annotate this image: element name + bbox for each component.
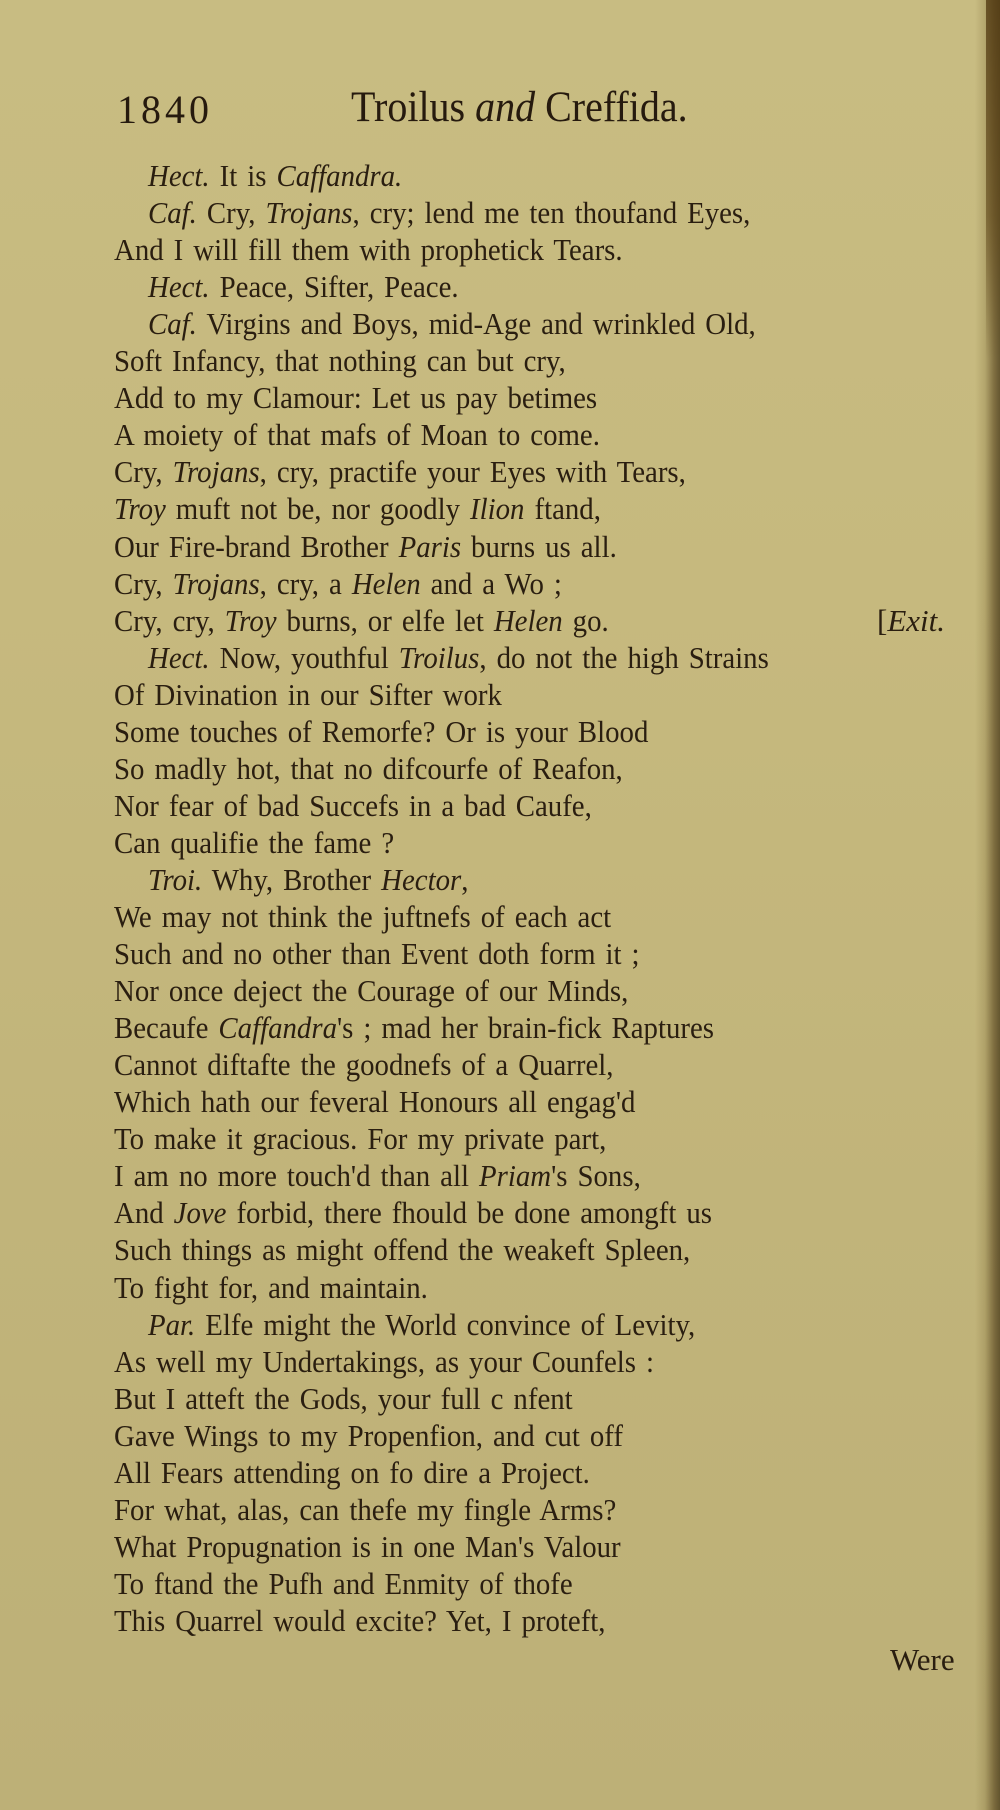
roman-text: , cry; lend me ten thoufand Eyes,: [352, 195, 751, 231]
roman-text: Add to my Clamour: Let us pay betimes: [114, 380, 598, 416]
roman-text: So madly hot, that no difcourfe of Reafon,: [114, 750, 623, 786]
roman-text: This Quarrel would excite? Yet, I proteft,: [114, 1602, 606, 1638]
roman-text: Such and no other than Event doth form it ;: [114, 936, 640, 971]
verse-line: [114, 1418, 623, 1454]
verse-line: [114, 232, 623, 268]
verse-line: [148, 640, 769, 676]
roman-text: Why, Brother: [202, 861, 382, 897]
verse-line: [114, 1344, 654, 1380]
roman-text: A moiety of that mafs of Moan to come.: [114, 417, 600, 453]
roman-text: Soft Infancy, that nothing can but cry,: [114, 343, 566, 379]
stage-direction-text: [: [877, 602, 888, 638]
roman-text: , do not the high Strains: [479, 639, 769, 675]
roman-text: , cry, practife your Eyes with Tears,: [259, 454, 686, 490]
verse-line: [148, 306, 756, 342]
verse-line: [114, 1492, 616, 1528]
verse-line: [148, 269, 459, 305]
roman-text: Cannot diftafte the goodnefs of a Quarrel,: [114, 1047, 614, 1083]
verse-line: [114, 973, 628, 1009]
italic-text: Helen: [351, 565, 421, 601]
italic-text: Hect.: [148, 639, 210, 675]
verse-line: [114, 380, 597, 416]
verse-line: [114, 529, 617, 565]
roman-text: burns, or elfe let: [276, 602, 494, 638]
roman-text: As well my Undertakings, as your Counfels :: [114, 1343, 655, 1379]
running-title-part: Creffida.: [535, 84, 688, 131]
roman-text: I am no more touch'd than all: [114, 1158, 479, 1194]
italic-text: Troy: [224, 602, 277, 638]
italic-text: Hector: [381, 861, 462, 897]
roman-text: What Propugnation is in one Man's Valour: [114, 1528, 621, 1564]
verse-line: [114, 751, 623, 787]
verse-line: [114, 677, 502, 713]
italic-text: Helen: [493, 602, 563, 638]
verse-line: [114, 1381, 573, 1417]
verse-line: [114, 1455, 590, 1491]
roman-text: 's Sons,: [551, 1158, 641, 1194]
italic-text: Jove: [173, 1195, 227, 1231]
roman-text: , cry, a: [259, 565, 352, 601]
italic-text: Paris: [398, 528, 462, 564]
roman-text: All Fears attending on fo dire a Project.: [114, 1454, 590, 1490]
roman-text: go.: [562, 602, 609, 638]
roman-text: forbid, there fhould be done amongft us: [226, 1195, 712, 1231]
italic-text: Priam: [478, 1158, 552, 1194]
italic-text: Hect.: [148, 269, 210, 305]
verse-line: [148, 1307, 695, 1343]
roman-text: To fight for, and maintain.: [114, 1269, 428, 1305]
italic-text: Caf.: [148, 306, 197, 342]
italic-text: Trojans: [265, 195, 353, 231]
roman-text: Now, youthful: [209, 639, 399, 675]
roman-text: Nor once deject the Courage of our Minds,: [114, 973, 629, 1009]
roman-text: Which hath our feveral Honours all engag'd: [114, 1084, 636, 1120]
verse-line: [114, 566, 562, 602]
verse-line: [148, 862, 468, 898]
roman-text: Virgins and Boys, mid-Age and wrinkled Old,: [196, 306, 756, 342]
verse-line: [114, 1195, 712, 1231]
roman-text: Our Fire-brand Brother: [114, 528, 399, 564]
italic-text: Par.: [148, 1306, 196, 1342]
roman-text: Elfe might the World convince of Levity,: [195, 1306, 696, 1342]
italic-text: Troilus: [398, 639, 480, 675]
verse-line: [114, 417, 600, 453]
roman-text: Cry,: [114, 454, 173, 490]
verse-line: [114, 788, 592, 824]
page-number: 1840: [117, 87, 213, 132]
roman-text: Such things as might offend the weakeft Spleen,: [114, 1232, 691, 1268]
stage-direction: [877, 603, 945, 639]
italic-text: Trojans: [172, 454, 260, 490]
stage-direction-text: Exit.: [887, 602, 945, 638]
roman-text: It is: [209, 158, 277, 193]
catchword: Were: [890, 1642, 955, 1677]
verse-line: [114, 825, 394, 861]
roman-text: Cry,: [196, 195, 266, 231]
italic-text: Troi.: [148, 861, 203, 897]
verse-line: [114, 899, 611, 935]
roman-text: We may not think the juftnefs of each act: [114, 899, 612, 934]
roman-text: Nor fear of bad Succefs in a bad Caufe,: [114, 787, 592, 823]
verse-line: [114, 1566, 573, 1602]
verse-line: [114, 454, 686, 490]
roman-text: Cry, cry,: [114, 602, 225, 638]
verse-line: [114, 936, 640, 972]
roman-text: burns us all.: [461, 528, 617, 564]
roman-text: ,: [461, 861, 469, 897]
verse-line: [114, 1529, 621, 1565]
roman-text: For what, alas, can thefe my fingle Arms?: [114, 1491, 617, 1527]
italic-text: Ilion: [470, 491, 525, 527]
roman-text: And I will fill them with prophetick Tears.: [114, 232, 623, 268]
italic-text: Troy: [114, 491, 166, 527]
running-title-part: and: [475, 84, 536, 131]
verse-line: [114, 1270, 428, 1306]
roman-text: Some touches of Remorfe? Or is your Blood: [114, 713, 649, 749]
verse-line: [114, 1047, 613, 1083]
roman-text: Cry,: [114, 565, 173, 601]
verse-line: [114, 343, 566, 379]
italic-text: Trojans: [172, 565, 260, 601]
verse-line: [114, 1010, 714, 1046]
roman-text: Peace, Sifter, Peace.: [209, 269, 459, 305]
roman-text: To ftand the Pufh and Enmity of thofe: [114, 1565, 573, 1601]
verse-line: [148, 158, 402, 194]
verse-line: [114, 1121, 606, 1157]
roman-text: To make it gracious. For my private part,: [114, 1121, 607, 1157]
roman-text: muft not be, nor goodly: [165, 491, 471, 527]
roman-text: 's ; mad her brain-fick Raptures: [336, 1010, 714, 1046]
verse-line: [114, 1158, 641, 1194]
verse-line: [114, 603, 609, 639]
verse-line: [114, 714, 648, 750]
verse-line: [114, 491, 601, 527]
italic-text: Hect.: [148, 158, 210, 193]
italic-text: Caffandra.: [276, 158, 403, 193]
verse-line: [114, 1232, 690, 1268]
running-title-part: Troilus: [351, 84, 476, 131]
italic-text: Caf.: [148, 195, 197, 231]
roman-text: Gave Wings to my Propenfion, and cut off: [114, 1417, 623, 1453]
roman-text: Can qualifie the fame ?: [114, 824, 395, 860]
roman-text: Of Divination in our Sifter work: [114, 676, 502, 712]
verse-line: [114, 1603, 606, 1639]
verse-line: [114, 1084, 635, 1120]
roman-text: And: [114, 1195, 174, 1231]
roman-text: and a Wo ;: [420, 565, 562, 601]
italic-text: Caffandra: [218, 1010, 337, 1046]
verse-line: [148, 195, 750, 231]
roman-text: ftand,: [524, 491, 601, 527]
roman-text: But I atteft the Gods, your full c nfent: [114, 1380, 573, 1416]
roman-text: Becaufe: [114, 1010, 219, 1046]
